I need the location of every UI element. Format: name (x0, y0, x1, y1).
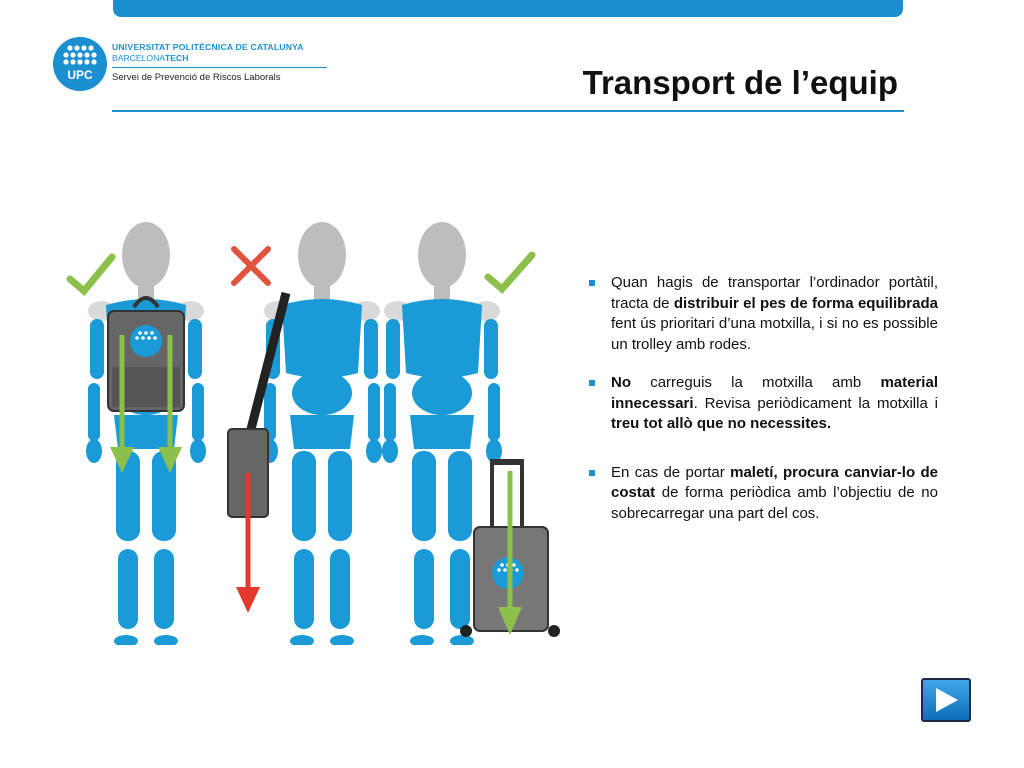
bullet-bold-text: maletí, procura canviar-lo de costat (611, 463, 938, 501)
top-bar (113, 0, 903, 17)
bullet-square-icon (589, 380, 595, 386)
check-icon (70, 257, 112, 291)
bullet-text: . Revisa periòdicament la motxilla i (693, 394, 938, 412)
bullet-item (588, 273, 938, 355)
bullet-bold-text: treu tot allò que no necessites. (611, 415, 832, 432)
bullet-text: fent ús prioritari d’una motxilla, i si no es possible un trolley amb rodes. (611, 315, 938, 353)
university-rule (112, 67, 327, 68)
bullet-square-icon (589, 470, 595, 476)
upc-logo (53, 37, 107, 91)
bullet-item (588, 463, 938, 525)
title-divider (112, 110, 904, 112)
barcelona-label: BARCELONA (112, 53, 166, 63)
bullet-item (588, 373, 938, 435)
play-arrow-icon (923, 680, 969, 720)
bullet-text: de forma periòdica amb l’objectiu de no sobrecarregar una part del cos. (611, 484, 938, 522)
university-sub (112, 53, 332, 64)
service-name: Servei de Prevenció de Riscos Laborals (112, 72, 281, 83)
figure-backpack (70, 222, 206, 645)
tech-label: TECH (165, 53, 189, 63)
university-block (112, 42, 332, 83)
bullet-bold-text: No (611, 374, 631, 391)
bullet-text: En cas de portar (611, 463, 731, 481)
figure-shoulder-bag (228, 222, 382, 645)
bullet-list (588, 273, 938, 542)
page-title: Transport de l’equip (582, 64, 898, 101)
next-slide-button[interactable] (921, 678, 971, 722)
bullet-bold-text: distribuir el pes de forma equilibrada (673, 294, 938, 312)
bullet-square-icon (589, 280, 595, 286)
bullet-text: Quan hagis de transportar l’ordinador portàtil, tracta de (611, 274, 938, 312)
posture-illustration (60, 215, 560, 645)
bullet-text: carreguis la motxilla amb (631, 374, 881, 391)
cross-icon (234, 249, 268, 283)
check-icon (488, 255, 532, 289)
logo-text: UPC (67, 68, 93, 82)
figure-trolley (382, 222, 560, 645)
university-name: UNIVERSITAT POLITÈCNICA DE CATALUNYA (112, 42, 304, 52)
bullet-bold-text: material innecessari (611, 374, 938, 412)
